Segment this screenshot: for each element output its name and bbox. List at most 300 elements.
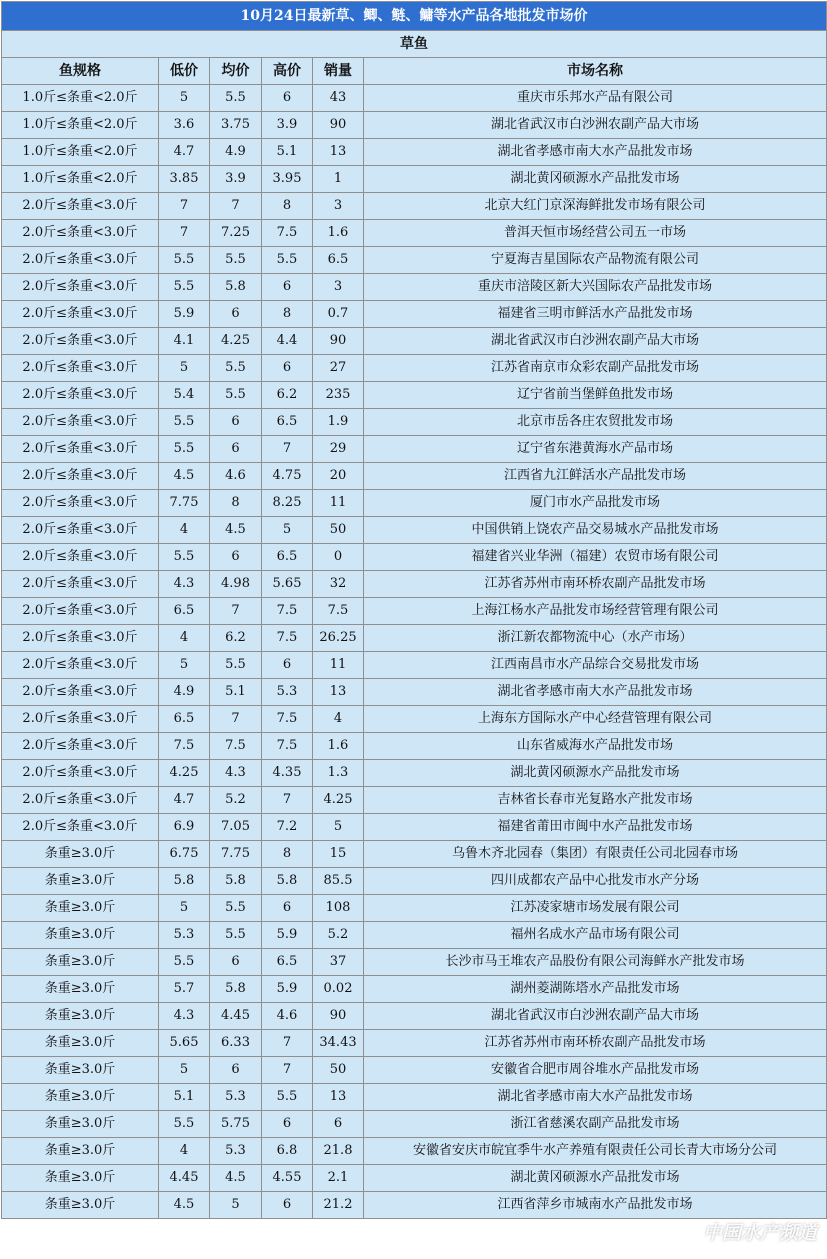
cell-size: 条重≥3.0斤: [2, 922, 159, 949]
cell-volume: 20: [313, 463, 364, 490]
cell-market-name: 浙江新农都物流中心（水产市场）: [364, 625, 827, 652]
cell-market-name: 厦门市水产品批发市场: [364, 490, 827, 517]
cell-size: 条重≥3.0斤: [2, 1030, 159, 1057]
cell-high-price: 7: [262, 1030, 313, 1057]
cell-volume: 5: [313, 814, 364, 841]
table-body: [2, 85, 827, 1219]
cell-volume: 6.5: [313, 247, 364, 274]
cell-market-name: 湖北黄冈硕源水产品批发市场: [364, 166, 827, 193]
cell-low-price: 6.75: [159, 841, 210, 868]
cell-high-price: 6.2: [262, 382, 313, 409]
table-row: [2, 382, 827, 409]
cell-size: 条重≥3.0斤: [2, 895, 159, 922]
cell-high-price: 4.6: [262, 1003, 313, 1030]
cell-low-price: 5.5: [159, 436, 210, 463]
cell-market-name: 浙江省慈溪农副产品批发市场: [364, 1111, 827, 1138]
cell-market-name: 北京大红门京深海鲜批发市场有限公司: [364, 193, 827, 220]
cell-low-price: 4.5: [159, 463, 210, 490]
cell-high-price: 8: [262, 841, 313, 868]
cell-volume: 21.2: [313, 1192, 364, 1219]
cell-market-name: 安徽省合肥市周谷堆水产品批发市场: [364, 1057, 827, 1084]
cell-high-price: 7.2: [262, 814, 313, 841]
cell-high-price: 6.5: [262, 949, 313, 976]
cell-size: 2.0斤≤条重<3.0斤: [2, 355, 159, 382]
cell-avg-price: 6: [210, 301, 262, 328]
table-row: [2, 598, 827, 625]
price-table-page: [1, 1, 826, 1219]
cell-high-price: 8.25: [262, 490, 313, 517]
cell-low-price: 5.8: [159, 868, 210, 895]
cell-low-price: 4: [159, 625, 210, 652]
cell-market-name: 江西省萍乡市城南水产品批发市场: [364, 1192, 827, 1219]
cell-avg-price: 6: [210, 949, 262, 976]
cell-avg-price: 7: [210, 706, 262, 733]
table-row: [2, 517, 827, 544]
cell-avg-price: 5.3: [210, 1138, 262, 1165]
table-row: [2, 760, 827, 787]
cell-low-price: 4: [159, 1138, 210, 1165]
cell-low-price: 4: [159, 517, 210, 544]
col-header-high: 高价: [262, 58, 313, 85]
cell-low-price: 5.5: [159, 247, 210, 274]
cell-market-name: 福州名成水产品市场有限公司: [364, 922, 827, 949]
cell-low-price: 5: [159, 1057, 210, 1084]
cell-low-price: 4.25: [159, 760, 210, 787]
cell-size: 2.0斤≤条重<3.0斤: [2, 220, 159, 247]
cell-size: 2.0斤≤条重<3.0斤: [2, 598, 159, 625]
table-row: [2, 949, 827, 976]
cell-low-price: 6.9: [159, 814, 210, 841]
cell-market-name: 北京市岳各庄农贸批发市场: [364, 409, 827, 436]
table-row: [2, 1084, 827, 1111]
col-header-size: 鱼规格: [2, 58, 159, 85]
title-row: [2, 2, 827, 31]
cell-size: 条重≥3.0斤: [2, 1084, 159, 1111]
table-row: [2, 274, 827, 301]
cell-size: 2.0斤≤条重<3.0斤: [2, 787, 159, 814]
cell-volume: 50: [313, 1057, 364, 1084]
cell-high-price: 6: [262, 652, 313, 679]
cell-high-price: 6.5: [262, 544, 313, 571]
table-row: [2, 328, 827, 355]
cell-high-price: 7: [262, 436, 313, 463]
cell-avg-price: 7.05: [210, 814, 262, 841]
cell-market-name: 上海东方国际水产中心经营管理有限公司: [364, 706, 827, 733]
cell-low-price: 5.1: [159, 1084, 210, 1111]
cell-high-price: 4.4: [262, 328, 313, 355]
cell-high-price: 5.5: [262, 247, 313, 274]
cell-high-price: 6: [262, 274, 313, 301]
col-header-low: 低价: [159, 58, 210, 85]
cell-low-price: 5: [159, 355, 210, 382]
cell-volume: 5.2: [313, 922, 364, 949]
cell-volume: 37: [313, 949, 364, 976]
cell-market-name: 福建省三明市鲜活水产品批发市场: [364, 301, 827, 328]
cell-high-price: 4.75: [262, 463, 313, 490]
table-row: [2, 1192, 827, 1219]
table-row: [2, 706, 827, 733]
cell-high-price: 7.5: [262, 598, 313, 625]
table-row: [2, 868, 827, 895]
cell-volume: 50: [313, 517, 364, 544]
cell-size: 2.0斤≤条重<3.0斤: [2, 274, 159, 301]
cell-size: 条重≥3.0斤: [2, 868, 159, 895]
cell-market-name: 湖北省武汉市白沙洲农副产品大市场: [364, 112, 827, 139]
cell-volume: 1.6: [313, 220, 364, 247]
cell-volume: 13: [313, 1084, 364, 1111]
cell-size: 2.0斤≤条重<3.0斤: [2, 733, 159, 760]
cell-avg-price: 5.8: [210, 868, 262, 895]
cell-avg-price: 4.5: [210, 517, 262, 544]
cell-volume: 27: [313, 355, 364, 382]
cell-high-price: 6: [262, 355, 313, 382]
cell-market-name: 重庆市涪陵区新大兴国际农产品批发市场: [364, 274, 827, 301]
cell-size: 1.0斤≤条重<2.0斤: [2, 166, 159, 193]
cell-avg-price: 6: [210, 1057, 262, 1084]
cell-low-price: 3.6: [159, 112, 210, 139]
cell-market-name: 湖北黄冈硕源水产品批发市场: [364, 760, 827, 787]
cell-high-price: 6.5: [262, 409, 313, 436]
cell-low-price: 5.7: [159, 976, 210, 1003]
cell-market-name: 江苏省苏州市南环桥农副产品批发市场: [364, 571, 827, 598]
col-header-avg: 均价: [210, 58, 262, 85]
cell-volume: 235: [313, 382, 364, 409]
cell-low-price: 5.5: [159, 949, 210, 976]
table-row: [2, 409, 827, 436]
cell-avg-price: 5.3: [210, 1084, 262, 1111]
table-row: [2, 1138, 827, 1165]
cell-high-price: 3.95: [262, 166, 313, 193]
cell-volume: 90: [313, 1003, 364, 1030]
cell-volume: 2.1: [313, 1165, 364, 1192]
cell-high-price: 6: [262, 1111, 313, 1138]
cell-size: 2.0斤≤条重<3.0斤: [2, 382, 159, 409]
cell-high-price: 7.5: [262, 220, 313, 247]
cell-avg-price: 5: [210, 1192, 262, 1219]
cell-avg-price: 4.3: [210, 760, 262, 787]
cell-high-price: 6: [262, 895, 313, 922]
cell-low-price: 4.3: [159, 1003, 210, 1030]
cell-high-price: 7.5: [262, 706, 313, 733]
cell-avg-price: 4.25: [210, 328, 262, 355]
table-row: [2, 1003, 827, 1030]
cell-market-name: 普洱天恒市场经营公司五一市场: [364, 220, 827, 247]
cell-low-price: 5.5: [159, 274, 210, 301]
table-row: [2, 463, 827, 490]
cell-size: 2.0斤≤条重<3.0斤: [2, 679, 159, 706]
cell-market-name: 中国供销上饶农产品交易城水产品批发市场: [364, 517, 827, 544]
cell-avg-price: 8: [210, 490, 262, 517]
table-row: [2, 976, 827, 1003]
cell-avg-price: 7.25: [210, 220, 262, 247]
cell-volume: 11: [313, 490, 364, 517]
cell-low-price: 5: [159, 85, 210, 112]
cell-size: 2.0斤≤条重<3.0斤: [2, 490, 159, 517]
cell-market-name: 上海江杨水产品批发市场经营管理有限公司: [364, 598, 827, 625]
cell-avg-price: 5.5: [210, 247, 262, 274]
cell-high-price: 5.8: [262, 868, 313, 895]
cell-low-price: 7: [159, 220, 210, 247]
col-header-market: 市场名称: [364, 58, 827, 85]
cell-volume: 29: [313, 436, 364, 463]
table-row: [2, 301, 827, 328]
table-row: [2, 112, 827, 139]
cell-size: 2.0斤≤条重<3.0斤: [2, 652, 159, 679]
table-row: [2, 922, 827, 949]
cell-volume: 34.43: [313, 1030, 364, 1057]
price-table: [1, 1, 827, 1219]
table-row: [2, 247, 827, 274]
cell-avg-price: 3.75: [210, 112, 262, 139]
cell-low-price: 5: [159, 652, 210, 679]
cell-low-price: 5.5: [159, 544, 210, 571]
cell-size: 2.0斤≤条重<3.0斤: [2, 301, 159, 328]
cell-low-price: 5.3: [159, 922, 210, 949]
cell-volume: 1.3: [313, 760, 364, 787]
table-row: [2, 193, 827, 220]
cell-size: 2.0斤≤条重<3.0斤: [2, 409, 159, 436]
cell-high-price: 6.8: [262, 1138, 313, 1165]
cell-size: 条重≥3.0斤: [2, 949, 159, 976]
table-row: [2, 787, 827, 814]
cell-market-name: 福建省兴业华洲（福建）农贸市场有限公司: [364, 544, 827, 571]
table-row: [2, 166, 827, 193]
cell-market-name: 辽宁省前当堡鲜鱼批发市场: [364, 382, 827, 409]
cell-size: 2.0斤≤条重<3.0斤: [2, 544, 159, 571]
cell-size: 2.0斤≤条重<3.0斤: [2, 760, 159, 787]
cell-low-price: 4.5: [159, 1192, 210, 1219]
cell-low-price: 5.65: [159, 1030, 210, 1057]
cell-market-name: 四川成都农产品中心批发市水产分场: [364, 868, 827, 895]
cell-high-price: 5.65: [262, 571, 313, 598]
cell-avg-price: 7: [210, 598, 262, 625]
cell-volume: 32: [313, 571, 364, 598]
cell-volume: 13: [313, 139, 364, 166]
cell-high-price: 8: [262, 193, 313, 220]
cell-avg-price: 6.33: [210, 1030, 262, 1057]
cell-size: 1.0斤≤条重<2.0斤: [2, 112, 159, 139]
table-title: 10月24日最新草、鲫、鲢、鳙等水产品各地批发市场价: [2, 2, 827, 31]
cell-low-price: 4.7: [159, 139, 210, 166]
cell-low-price: 4.9: [159, 679, 210, 706]
cell-size: 条重≥3.0斤: [2, 841, 159, 868]
cell-avg-price: 7.75: [210, 841, 262, 868]
table-row: [2, 544, 827, 571]
cell-size: 条重≥3.0斤: [2, 976, 159, 1003]
cell-volume: 1: [313, 166, 364, 193]
cell-size: 1.0斤≤条重<2.0斤: [2, 85, 159, 112]
cell-volume: 1.9: [313, 409, 364, 436]
cell-avg-price: 5.1: [210, 679, 262, 706]
cell-market-name: 重庆市乐邦水产品有限公司: [364, 85, 827, 112]
cell-low-price: 5.9: [159, 301, 210, 328]
cell-low-price: 5.5: [159, 409, 210, 436]
cell-high-price: 7: [262, 787, 313, 814]
cell-high-price: 8: [262, 301, 313, 328]
cell-avg-price: 4.9: [210, 139, 262, 166]
table-row: [2, 1165, 827, 1192]
table-row: [2, 895, 827, 922]
cell-volume: 13: [313, 679, 364, 706]
cell-avg-price: 5.2: [210, 787, 262, 814]
cell-high-price: 6: [262, 1192, 313, 1219]
cell-market-name: 湖北省武汉市白沙洲农副产品大市场: [364, 1003, 827, 1030]
cell-market-name: 湖北黄冈硕源水产品批发市场: [364, 1165, 827, 1192]
species-row: [2, 31, 827, 58]
table-row: [2, 220, 827, 247]
cell-high-price: 6: [262, 85, 313, 112]
cell-market-name: 辽宁省东港黄海水产品市场: [364, 436, 827, 463]
cell-market-name: 湖北省孝感市南大水产品批发市场: [364, 679, 827, 706]
table-row: [2, 1030, 827, 1057]
cell-avg-price: 5.5: [210, 922, 262, 949]
cell-high-price: 5.9: [262, 922, 313, 949]
cell-size: 2.0斤≤条重<3.0斤: [2, 517, 159, 544]
cell-size: 2.0斤≤条重<3.0斤: [2, 463, 159, 490]
watermark-logo: 中国水产频道: [702, 1222, 817, 1244]
table-row: [2, 355, 827, 382]
cell-avg-price: 7: [210, 193, 262, 220]
cell-volume: 15: [313, 841, 364, 868]
cell-avg-price: 4.6: [210, 463, 262, 490]
cell-low-price: 4.45: [159, 1165, 210, 1192]
cell-low-price: 5: [159, 895, 210, 922]
cell-market-name: 江苏省苏州市南环桥农副产品批发市场: [364, 1030, 827, 1057]
table-row: [2, 490, 827, 517]
cell-size: 条重≥3.0斤: [2, 1111, 159, 1138]
cell-avg-price: 3.9: [210, 166, 262, 193]
table-row: [2, 571, 827, 598]
table-row: [2, 652, 827, 679]
cell-market-name: 吉林省长春市光复路水产批发市场: [364, 787, 827, 814]
cell-avg-price: 5.75: [210, 1111, 262, 1138]
cell-volume: 21.8: [313, 1138, 364, 1165]
cell-size: 2.0斤≤条重<3.0斤: [2, 193, 159, 220]
cell-volume: 3: [313, 274, 364, 301]
cell-size: 2.0斤≤条重<3.0斤: [2, 247, 159, 274]
cell-avg-price: 6: [210, 544, 262, 571]
cell-volume: 0.7: [313, 301, 364, 328]
cell-market-name: 福建省莆田市闽中水产品批发市场: [364, 814, 827, 841]
cell-high-price: 4.35: [262, 760, 313, 787]
cell-high-price: 3.9: [262, 112, 313, 139]
species-heading: 草鱼: [2, 31, 827, 58]
cell-size: 1.0斤≤条重<2.0斤: [2, 139, 159, 166]
cell-low-price: 7: [159, 193, 210, 220]
table-row: [2, 733, 827, 760]
cell-volume: 11: [313, 652, 364, 679]
cell-volume: 7.5: [313, 598, 364, 625]
cell-volume: 108: [313, 895, 364, 922]
cell-size: 2.0斤≤条重<3.0斤: [2, 328, 159, 355]
cell-volume: 26.25: [313, 625, 364, 652]
cell-avg-price: 4.98: [210, 571, 262, 598]
cell-volume: 1.6: [313, 733, 364, 760]
cell-avg-price: 4.5: [210, 1165, 262, 1192]
cell-volume: 0: [313, 544, 364, 571]
cell-market-name: 湖州菱湖陈塔水产品批发市场: [364, 976, 827, 1003]
cell-size: 条重≥3.0斤: [2, 1165, 159, 1192]
cell-high-price: 5.5: [262, 1084, 313, 1111]
cell-volume: 90: [313, 328, 364, 355]
cell-low-price: 4.7: [159, 787, 210, 814]
cell-low-price: 7.75: [159, 490, 210, 517]
cell-avg-price: 5.5: [210, 85, 262, 112]
cell-market-name: 江西省九江鲜活水产品批发市场: [364, 463, 827, 490]
cell-market-name: 乌鲁木齐北园春（集团）有限责任公司北园春市场: [364, 841, 827, 868]
cell-volume: 90: [313, 112, 364, 139]
cell-volume: 43: [313, 85, 364, 112]
cell-avg-price: 5.5: [210, 355, 262, 382]
cell-size: 2.0斤≤条重<3.0斤: [2, 814, 159, 841]
table-row: [2, 139, 827, 166]
column-header-row: [2, 58, 827, 85]
cell-size: 条重≥3.0斤: [2, 1003, 159, 1030]
cell-market-name: 湖北省武汉市白沙洲农副产品大市场: [364, 328, 827, 355]
col-header-volume: 销量: [313, 58, 364, 85]
cell-high-price: 5.3: [262, 679, 313, 706]
cell-high-price: 5.1: [262, 139, 313, 166]
cell-avg-price: 5.5: [210, 895, 262, 922]
table-row: [2, 841, 827, 868]
table-row: [2, 85, 827, 112]
table-row: [2, 436, 827, 463]
cell-market-name: 山东省威海水产品批发市场: [364, 733, 827, 760]
cell-volume: 3: [313, 193, 364, 220]
cell-size: 条重≥3.0斤: [2, 1138, 159, 1165]
cell-volume: 85.5: [313, 868, 364, 895]
cell-low-price: 4.3: [159, 571, 210, 598]
cell-volume: 4.25: [313, 787, 364, 814]
cell-avg-price: 4.45: [210, 1003, 262, 1030]
cell-market-name: 江西南昌市水产品综合交易批发市场: [364, 652, 827, 679]
cell-market-name: 湖北省孝感市南大水产品批发市场: [364, 139, 827, 166]
cell-low-price: 3.85: [159, 166, 210, 193]
cell-avg-price: 6: [210, 436, 262, 463]
cell-high-price: 4.55: [262, 1165, 313, 1192]
cell-size: 条重≥3.0斤: [2, 1057, 159, 1084]
cell-market-name: 江苏省南京市众彩农副产品批发市场: [364, 355, 827, 382]
cell-market-name: 江苏凌家塘市场发展有限公司: [364, 895, 827, 922]
cell-avg-price: 6: [210, 409, 262, 436]
table-row: [2, 1111, 827, 1138]
cell-avg-price: 5.5: [210, 382, 262, 409]
cell-low-price: 5.5: [159, 1111, 210, 1138]
cell-avg-price: 5.5: [210, 652, 262, 679]
cell-avg-price: 7.5: [210, 733, 262, 760]
cell-avg-price: 5.8: [210, 274, 262, 301]
cell-size: 条重≥3.0斤: [2, 1192, 159, 1219]
cell-low-price: 5.4: [159, 382, 210, 409]
cell-size: 2.0斤≤条重<3.0斤: [2, 706, 159, 733]
table-row: [2, 814, 827, 841]
cell-high-price: 7.5: [262, 733, 313, 760]
cell-low-price: 6.5: [159, 706, 210, 733]
cell-market-name: 长沙市马王堆农产品股份有限公司海鲜水产批发市场: [364, 949, 827, 976]
table-row: [2, 625, 827, 652]
cell-size: 2.0斤≤条重<3.0斤: [2, 571, 159, 598]
cell-avg-price: 5.8: [210, 976, 262, 1003]
cell-size: 2.0斤≤条重<3.0斤: [2, 436, 159, 463]
cell-volume: 0.02: [313, 976, 364, 1003]
table-row: [2, 679, 827, 706]
cell-avg-price: 6.2: [210, 625, 262, 652]
cell-low-price: 4.1: [159, 328, 210, 355]
table-row: [2, 1057, 827, 1084]
cell-size: 2.0斤≤条重<3.0斤: [2, 625, 159, 652]
cell-market-name: 宁夏海吉星国际农产品物流有限公司: [364, 247, 827, 274]
cell-low-price: 6.5: [159, 598, 210, 625]
